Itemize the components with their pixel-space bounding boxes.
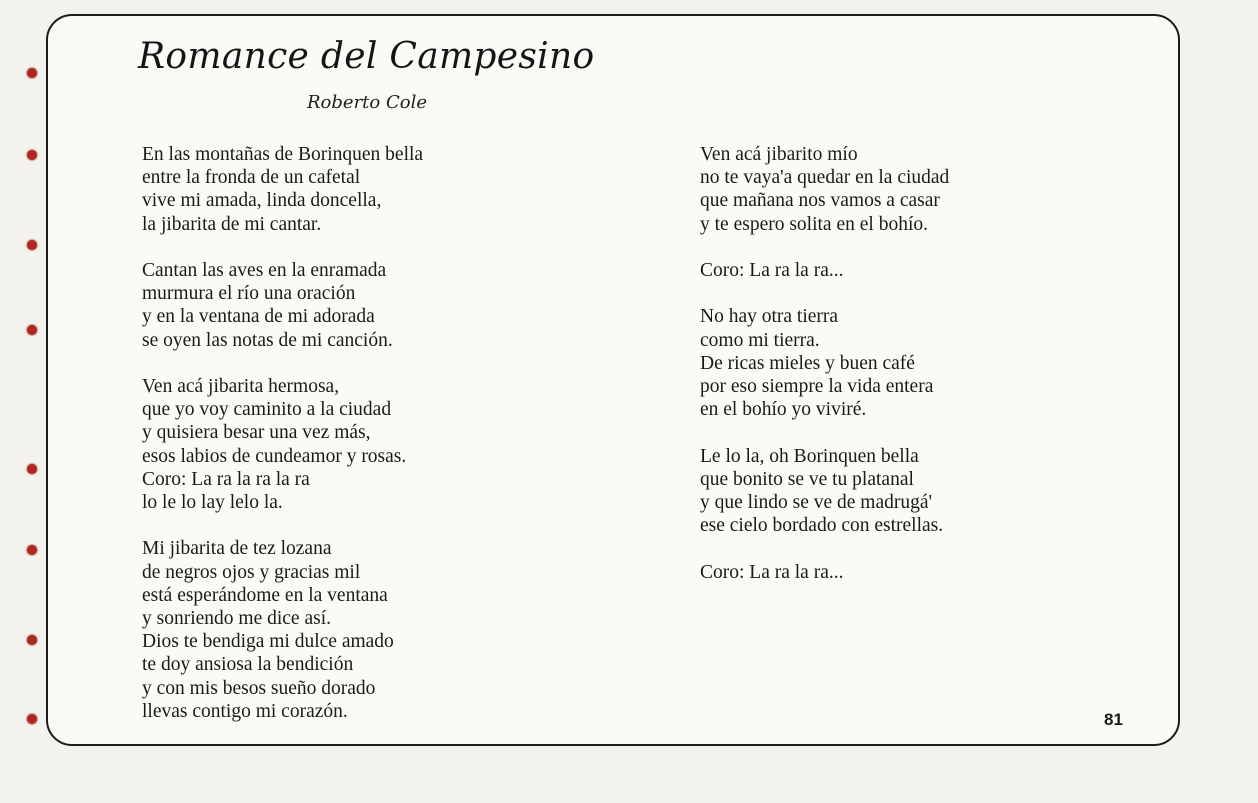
verse-line: está esperándome en la ventana	[142, 584, 388, 606]
verse-line: por eso siempre la vida entera	[700, 376, 934, 397]
binder-hole	[27, 635, 37, 645]
verse-line: entre la fronda de un cafetal	[142, 167, 361, 189]
stanza	[700, 143, 1120, 236]
verse-line: que yo voy caminito a la ciudad	[142, 399, 392, 421]
verse-line: Cantan las aves en la enramada	[142, 260, 387, 281]
binder-hole	[27, 240, 37, 250]
verse-line: y quisiera besar una vez más,	[142, 422, 371, 444]
verse-line: murmura el río una oración	[142, 283, 356, 305]
verse-line: Ven acá jibarito mío	[700, 144, 858, 165]
verse-line: llevas contigo mi corazón.	[142, 700, 348, 722]
verse-line: En las montañas de Borinquen bella	[142, 144, 424, 165]
verse-line: en el bohío yo viviré.	[700, 399, 867, 421]
binder-hole	[27, 545, 37, 555]
poem-author: Roberto Cole	[307, 92, 427, 113]
verse-line: como mi tierra.	[700, 329, 820, 351]
binder-hole	[27, 714, 37, 724]
stanza	[700, 445, 1120, 538]
stanza	[142, 537, 562, 723]
verse-line: se oyen las notas de mi canción.	[142, 329, 393, 351]
stanza	[700, 259, 1120, 282]
verse-line: lo le lo lay lelo la.	[142, 492, 283, 514]
verse-line: vive mi amada, linda doncella,	[142, 190, 382, 212]
stanza	[142, 143, 562, 236]
verse-line: Coro: La ra la ra...	[700, 260, 844, 281]
verse-line: Dios te bendiga mi dulce amado	[142, 631, 394, 653]
verse-line: la jibarita de mi cantar.	[142, 213, 322, 235]
binder-hole	[27, 325, 37, 335]
binder-hole	[27, 68, 37, 78]
poem-title: Romance del Campesino	[138, 36, 595, 77]
verse-line: Ven acá jibarita hermosa,	[142, 376, 340, 397]
binder-holes	[22, 0, 42, 803]
stanza	[700, 561, 1120, 584]
verse-line: Le lo la, oh Borinquen bella	[700, 445, 919, 467]
right-column	[700, 143, 1120, 607]
binder-hole	[27, 464, 37, 474]
verse-line: que bonito se ve tu platanal	[700, 468, 914, 490]
verse-line: de negros ojos y gracias mil	[142, 561, 361, 583]
page-number: 81	[1104, 710, 1123, 729]
verse-line: y con mis besos sueño dorado	[142, 677, 376, 699]
verse-line: y te espero solita en el bohío.	[700, 213, 928, 235]
verse-line: esos labios de cundeamor y rosas.	[142, 445, 407, 467]
left-column	[142, 143, 562, 746]
verse-line: No hay otra tierra	[700, 306, 839, 328]
verse-line: no te vaya'a quedar en la ciudad	[700, 167, 950, 189]
stanza	[700, 305, 1120, 421]
verse-line: Coro: La ra la ra...	[700, 561, 844, 583]
verse-line: que mañana nos vamos a casar	[700, 190, 940, 212]
verse-line: De ricas mieles y buen café	[700, 352, 915, 374]
binder-hole	[27, 150, 37, 160]
verse-line: Mi jibarita de tez lozana	[142, 538, 332, 560]
stanza	[142, 375, 562, 514]
verse-line: te doy ansiosa la bendición	[142, 654, 354, 676]
stanza	[142, 259, 562, 352]
verse-line: Coro: La ra la ra la ra	[142, 468, 310, 490]
verse-line: y que lindo se ve de madrugá'	[700, 492, 933, 513]
verse-line: y en la ventana de mi adorada	[142, 306, 375, 328]
verse-line: ese cielo bordado con estrellas.	[700, 515, 944, 537]
verse-line: y sonriendo me dice así.	[142, 608, 331, 630]
